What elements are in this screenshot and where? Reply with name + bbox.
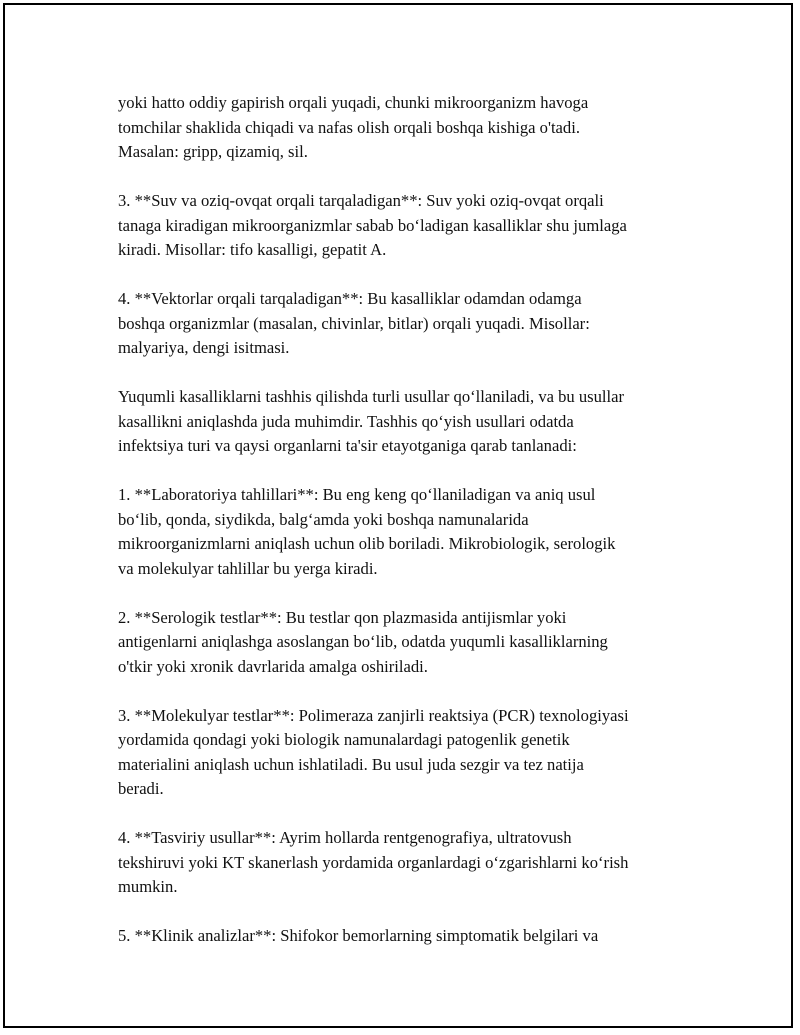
text-line: 4. **Tasviriy usullar**: Ayrim hollarda rentgenografiya, ultratovush bbox=[118, 828, 572, 847]
text-line: Masalan: gripp, qizamiq, sil. bbox=[118, 142, 308, 161]
text-line: o'tkir yoki xronik davrlarida amalga oshiriladi. bbox=[118, 656, 428, 676]
text-line: kiradi. Misollar: tifo kasalligi, gepatit A. bbox=[118, 240, 387, 259]
text-line: kasallikni aniqlashda juda muhimdir. Tashhis qo‘yish usullari odatda bbox=[118, 411, 574, 431]
paragraph-airborne-cont bbox=[118, 91, 693, 165]
paragraph-imaging bbox=[118, 826, 693, 900]
paragraph-molecular bbox=[118, 704, 693, 802]
text-line: boshqa organizmlar (masalan, chivinlar, bitlar) orqali yuqadi. Misollar: bbox=[118, 313, 590, 333]
text-line: yordamida qondagi yoki biologik namunalardagi patogenlik genetik bbox=[118, 730, 570, 749]
text-line: beradi. bbox=[118, 779, 164, 798]
text-line: tanaga kiradigan mikroorganizmlar sabab bo‘ladigan kasalliklar shu jumlaga bbox=[118, 215, 627, 235]
text-line: 1. **Laboratoriya tahlillari**: Bu eng keng qo‘llaniladigan va aniq usul bbox=[118, 485, 596, 504]
text-line: 5. **Klinik analizlar**: Shifokor bemorlarning simptomatik belgilari va bbox=[118, 926, 599, 945]
text-line: tomchilar shaklida chiqadi va nafas olish orqali boshqa kishiga o'tadi. bbox=[118, 117, 580, 137]
document-body bbox=[118, 91, 693, 973]
text-line: 4. **Vektorlar orqali tarqaladigan**: Bu kasalliklar odamdan odamga bbox=[118, 289, 582, 308]
paragraph-water-food bbox=[118, 189, 693, 263]
text-line: antigenlarni aniqlashga asoslangan bo‘lib, odatda yuqumli kasalliklarning bbox=[118, 632, 608, 651]
paragraph-clinical bbox=[118, 924, 693, 949]
text-line: 3. **Molekulyar testlar**: Polimeraza zanjirli reaktsiya (PCR) texnologiyasi bbox=[118, 705, 629, 725]
text-line: Yuqumli kasalliklarni tashhis qilishda turli usullar qo‘llaniladi, va bu usullar bbox=[118, 387, 625, 406]
text-line: 2. **Serologik testlar**: Bu testlar qon plazmasida antijismlar yoki bbox=[118, 607, 567, 627]
text-line: bo‘lib, qonda, siydikda, balg‘amda yoki boshqa namunalarida bbox=[118, 509, 529, 529]
text-line: mikroorganizmlarni aniqlash uchun olib boriladi. Mikrobiologik, serologik bbox=[118, 534, 616, 553]
paragraph-serologic bbox=[118, 606, 693, 680]
text-line: va molekulyar tahlillar bu yerga kiradi. bbox=[118, 558, 378, 578]
paragraph-diagnosis-intro bbox=[118, 385, 693, 459]
paragraph-vectors bbox=[118, 287, 693, 361]
paragraph-laboratory bbox=[118, 483, 693, 581]
text-line: malyariya, dengi isitmasi. bbox=[118, 338, 290, 357]
text-line: tekshiruvi yoki KT skanerlash yordamida organlardagi o‘zgarishlarni ko‘rish bbox=[118, 852, 629, 872]
text-line: mumkin. bbox=[118, 877, 178, 896]
text-line: infektsiya turi va qaysi organlarni ta'sir etayotganiga qarab tanlanadi: bbox=[118, 436, 577, 455]
text-line: yoki hatto oddiy gapirish orqali yuqadi, chunki mikroorganizm havoga bbox=[118, 93, 589, 112]
text-line: 3. **Suv va oziq-ovqat orqali tarqaladigan**: Suv yoki oziq-ovqat orqali bbox=[118, 191, 604, 210]
text-line: materialini aniqlash uchun ishlatiladi. Bu usul juda sezgir va tez natija bbox=[118, 754, 584, 774]
